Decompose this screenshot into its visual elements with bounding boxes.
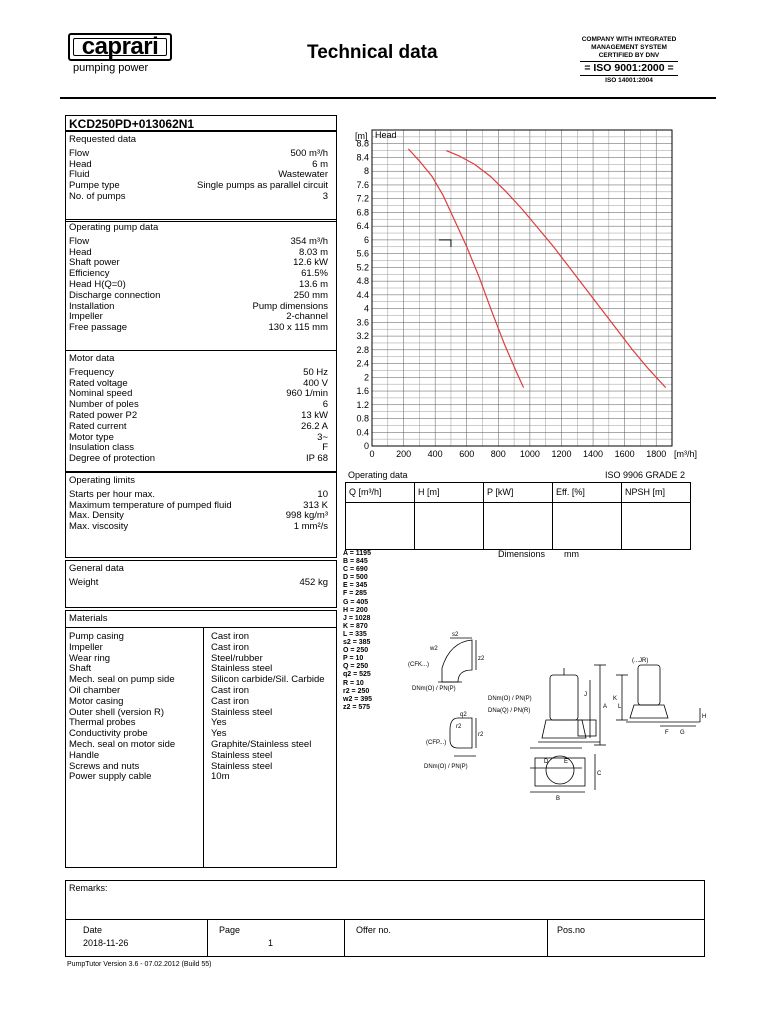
remarks-label: Remarks: <box>69 883 108 893</box>
dimension-value: L = 335 <box>343 630 367 638</box>
dimension-value: r2 = 250 <box>343 687 370 695</box>
row-label: Thermal probes <box>69 717 136 729</box>
operating-row <box>69 291 328 302</box>
y-tick-label: 0.4 <box>356 427 369 438</box>
row-value: 130 x 115 mm <box>268 322 328 334</box>
row-value: IP 68 <box>305 453 328 465</box>
table-header-cell: H [m] <box>415 483 484 549</box>
section-title: Materials <box>69 613 108 624</box>
row-label: Impeller <box>69 641 103 653</box>
y-tick-label: 2.8 <box>356 344 369 355</box>
operating-pump-data-section <box>65 219 337 351</box>
y-tick-label: 1.6 <box>356 386 369 397</box>
software-version: PumpTutor Version 3.6 - 07.02.2012 (Build 55) <box>67 961 212 968</box>
motor-row <box>69 422 328 433</box>
row-value: 250 mm <box>293 289 328 301</box>
x-tick-label: 400 <box>427 449 443 459</box>
brand-tagline: pumping power <box>73 62 149 74</box>
row-value: 13 kW <box>301 409 328 421</box>
dimension-values-list <box>343 550 372 712</box>
jr-label: (...JR) <box>632 658 649 664</box>
row-value: 61.5% <box>301 268 328 280</box>
materials-divider <box>203 628 204 867</box>
row-value: 2-channel <box>286 311 328 323</box>
requested-row <box>69 192 328 203</box>
dim-e: E <box>564 759 569 765</box>
row-value: F <box>322 442 328 454</box>
row-label: Impeller <box>69 311 103 323</box>
dimension-value: G = 405 <box>343 598 369 606</box>
cert-line-3: = ISO 9001:2000 = <box>584 62 674 74</box>
y-axis-label: [m] <box>355 131 368 141</box>
curve-2 <box>446 151 665 388</box>
row-label: Mech. seal on pump side <box>69 674 175 686</box>
row-label: Shaft power <box>69 257 120 269</box>
row-value: 10 <box>317 488 328 500</box>
dimension-value: w2 = 395 <box>343 695 372 703</box>
y-tick-label: 5.2 <box>356 262 369 273</box>
row-label: Discharge connection <box>69 289 161 301</box>
row-label: Head <box>69 246 92 258</box>
dimension-value: J = 1028 <box>343 614 371 622</box>
dimension-value: C = 690 <box>343 566 368 574</box>
x-tick-label: 1400 <box>583 449 604 459</box>
row-value: 998 kg/m³ <box>285 510 328 522</box>
row-label: Number of poles <box>69 399 139 411</box>
dimension-value: O = 250 <box>343 647 369 655</box>
limits-row <box>69 522 328 533</box>
dim-f: F <box>665 730 669 736</box>
row-value: Cast iron <box>211 631 250 642</box>
r2b-label: r2 <box>478 732 484 738</box>
row-value: 400 V <box>303 377 328 389</box>
dim-k: K <box>613 696 618 702</box>
x-tick-label: 1000 <box>519 449 540 459</box>
row-label: Handle <box>69 749 100 761</box>
y-tick-label: 0 <box>363 441 369 451</box>
x-axis-label: [m³/h] <box>674 449 698 459</box>
x-tick-label: 600 <box>459 449 475 459</box>
row-value: 8.03 m <box>298 246 328 258</box>
dimension-value: q2 = 525 <box>343 671 371 679</box>
row-value: 354 m³/h <box>290 235 328 247</box>
row-label: Degree of protection <box>69 453 156 465</box>
y-tick-label: 5.6 <box>356 248 369 259</box>
row-label: Efficiency <box>69 268 110 280</box>
row-label: Outer shell (version R) <box>69 706 165 718</box>
dn-label-2: DNm(O) / PN(P) <box>424 764 468 770</box>
general-row <box>69 578 328 589</box>
y-tick-label: 7.6 <box>356 179 369 190</box>
row-label: Rated current <box>69 420 127 432</box>
materials-row <box>69 654 333 665</box>
brand-logo <box>68 33 172 61</box>
row-label: Free passage <box>69 322 128 334</box>
dimension-value: z2 = 575 <box>343 703 371 711</box>
row-value: Stainless steel <box>211 749 273 761</box>
row-value: 3~ <box>317 431 328 443</box>
curve-1 <box>408 149 523 388</box>
dimension-value: s2 = 385 <box>343 639 371 647</box>
row-value: 960 1/min <box>286 388 328 400</box>
pos-label: Pos.no <box>557 925 586 935</box>
q2-label: q2 <box>460 712 467 718</box>
pump-volute <box>542 720 586 738</box>
certification-badge <box>574 36 684 85</box>
row-value: Cast iron <box>211 641 250 653</box>
y-tick-label: 0.8 <box>356 413 369 424</box>
cert-line-1: COMPANY WITH INTEGRATED <box>581 36 677 43</box>
page-label: Page <box>219 925 241 935</box>
row-label: Wear ring <box>69 652 111 664</box>
table-header-cell: Eff. [%] <box>553 483 622 549</box>
row-value: Stainless steel <box>211 663 273 675</box>
row-label: Maximum temperature of pumped fluid <box>69 499 232 511</box>
cfp-elbow <box>450 718 472 748</box>
row-label: No. of pumps <box>69 190 126 202</box>
x-tick-label: 1600 <box>614 449 635 459</box>
x-tick-label: 800 <box>490 449 506 459</box>
row-label: Max. Density <box>69 510 124 522</box>
motor-data-section <box>65 350 337 472</box>
row-label: Flow <box>69 235 90 247</box>
right-pump-body <box>638 665 660 705</box>
row-label: Pumpe type <box>69 180 120 192</box>
operating-limits-section <box>65 472 337 558</box>
row-value: Graphite/Stainless steel <box>211 738 312 750</box>
row-label: Insulation class <box>69 442 134 454</box>
row-value: 12.6 kW <box>293 257 328 269</box>
row-value: 13.6 m <box>298 278 328 290</box>
requested-row <box>69 149 328 160</box>
dimension-value: K = 870 <box>343 622 368 630</box>
w2-label: w2 <box>430 646 438 652</box>
row-label: Pump casing <box>69 631 124 642</box>
page-title: Technical data <box>307 42 438 63</box>
dn-label-1: DNm(O) / PN(P) <box>412 686 456 692</box>
row-label: Max. viscosity <box>69 521 129 533</box>
y-tick-label: 8.4 <box>356 152 369 163</box>
materials-row <box>69 740 333 751</box>
row-label: Mech. seal on motor side <box>69 738 176 750</box>
row-label: Conductivity probe <box>69 728 148 740</box>
row-label: Motor type <box>69 431 114 443</box>
y-tick-label: 3.2 <box>356 331 369 342</box>
row-value: Cast iron <box>211 684 250 696</box>
x-tick-label: 0 <box>369 449 375 459</box>
row-value: 313 K <box>303 499 328 511</box>
row-value: Stainless steel <box>211 706 273 718</box>
dimension-value: E = 345 <box>343 582 368 590</box>
row-value: 6 <box>322 399 328 411</box>
row-label: Shaft <box>69 663 92 675</box>
cfp-label: (CFP...) <box>426 740 447 746</box>
motor-row <box>69 454 328 465</box>
s2-label: s2 <box>452 632 459 638</box>
y-tick-label: 3.6 <box>356 317 369 328</box>
dim-a: A <box>603 704 608 710</box>
operating-data-title: Operating data <box>348 470 408 480</box>
r2-label: r2 <box>456 724 462 730</box>
operating-data-table <box>345 482 691 550</box>
row-value: Yes <box>211 728 227 740</box>
dimensions-unit: mm <box>564 549 579 559</box>
materials-row <box>69 643 333 654</box>
dim-l: L <box>618 704 622 710</box>
table-header-cell: NPSH [m] <box>625 487 666 497</box>
page-value: 1 <box>268 938 274 948</box>
row-value: Steel/rubber <box>211 652 263 664</box>
dim-h: H <box>702 714 707 720</box>
row-value: 3 <box>322 190 328 202</box>
materials-row <box>69 632 333 643</box>
footer-box <box>65 880 705 957</box>
y-tick-label: 2 <box>363 372 369 383</box>
operating-row <box>69 237 328 248</box>
y-tick-label: 1.2 <box>356 399 369 410</box>
limits-row <box>69 490 328 501</box>
row-label: Starts per hour max. <box>69 488 156 500</box>
row-value: Pump dimensions <box>252 300 328 312</box>
section-title: Operating limits <box>69 475 135 486</box>
row-value: Stainless steel <box>211 760 273 772</box>
row-value: Silicon carbide/Sil. Carbide <box>211 674 325 686</box>
row-label: Head H(Q=0) <box>69 278 126 290</box>
row-value: 26.2 A <box>301 420 328 432</box>
operating-row <box>69 323 328 334</box>
duty-point-marker <box>439 240 451 247</box>
dim-g: G <box>680 730 685 736</box>
row-value: 10m <box>211 771 230 783</box>
row-label: Frequency <box>69 366 114 378</box>
materials-title-box <box>65 610 337 628</box>
row-label: Motor casing <box>69 695 124 707</box>
section-title: Requested data <box>69 134 137 145</box>
product-code-box <box>65 115 337 131</box>
dim-b: B <box>556 796 561 802</box>
head-chart <box>338 126 708 466</box>
pump-plan-view <box>546 756 574 784</box>
row-label: Rated voltage <box>69 377 128 389</box>
row-label: Weight <box>69 576 99 588</box>
y-tick-label: 7.2 <box>356 193 369 204</box>
row-label: Rated power P2 <box>69 409 138 421</box>
row-label: Head <box>69 158 92 170</box>
dim-d: D <box>544 759 549 765</box>
row-value: 500 m³/h <box>290 147 328 159</box>
dimension-value: B = 845 <box>343 558 368 566</box>
brand-logo-text: caprari <box>73 38 167 56</box>
header-rule <box>60 97 716 99</box>
y-tick-label: 4.8 <box>356 276 369 287</box>
cert-line-2: MANAGEMENT SYSTEM CERTIFIED BY DNV <box>591 44 667 59</box>
x-tick-label: 200 <box>396 449 412 459</box>
materials-section <box>65 627 337 868</box>
dimension-value: A = 1195 <box>343 550 371 557</box>
dimension-value: F = 285 <box>343 590 367 598</box>
cert-line-4: ISO 14001:2004 <box>605 77 653 84</box>
cfk-elbow <box>442 640 472 682</box>
row-label: Fluid <box>69 169 90 181</box>
dim-j: J <box>584 692 587 698</box>
x-tick-label: 1800 <box>646 449 667 459</box>
section-title: General data <box>69 563 124 574</box>
y-tick-label: 6.4 <box>356 221 369 232</box>
dimension-value: P = 10 <box>343 655 364 663</box>
row-value: Wastewater <box>278 169 328 181</box>
dimensions-title: Dimensions <box>498 549 546 559</box>
y-tick-label: 6 <box>363 234 369 245</box>
dimension-value: H = 200 <box>343 606 368 614</box>
y-tick-label: 8 <box>363 166 369 177</box>
dimension-value: Q = 250 <box>343 663 369 671</box>
y-tick-label: 8.8 <box>356 138 369 149</box>
row-value: 1 mm²/s <box>293 521 328 533</box>
pump-motor-body <box>550 675 578 720</box>
pump-dimension-drawing <box>400 620 710 810</box>
materials-row <box>69 751 333 762</box>
offer-label: Offer no. <box>356 925 391 935</box>
row-label: Installation <box>69 300 115 312</box>
row-label: Flow <box>69 147 90 159</box>
dimension-value: R = 10 <box>343 679 364 687</box>
dn-label-3: DNm(O) / PN(P) <box>488 696 532 702</box>
table-header-cell: Q [m³/h] <box>346 483 415 549</box>
row-value: Single pumps as parallel circuit <box>197 180 328 192</box>
row-label: Nominal speed <box>69 388 133 400</box>
row-value: 452 kg <box>299 576 328 588</box>
materials-row <box>69 697 333 708</box>
dn-label-4: DNa(Q) / PN(R) <box>488 708 531 714</box>
row-value: 6 m <box>312 158 328 170</box>
date-value: 2018-11-26 <box>83 938 129 948</box>
table-header-cell: P [kW] <box>484 483 553 549</box>
iso-grade: ISO 9906 GRADE 2 <box>605 470 686 480</box>
general-data-section <box>65 560 337 608</box>
y-tick-label: 4.4 <box>356 289 369 300</box>
row-value: Yes <box>211 717 227 729</box>
product-code: KCD250PD+013062N1 <box>69 117 195 131</box>
dimension-value: D = 500 <box>343 574 368 582</box>
y-tick-label: 6.8 <box>356 207 369 218</box>
row-label: Oil chamber <box>69 684 121 696</box>
date-label: Date <box>83 925 103 935</box>
row-label: Screws and nuts <box>69 760 140 772</box>
motor-row <box>69 368 328 379</box>
row-label: Power supply cable <box>69 771 152 783</box>
section-title: Motor data <box>69 353 115 364</box>
x-tick-label: 1200 <box>551 449 572 459</box>
dim-c: C <box>597 771 602 777</box>
requested-data-section <box>65 131 337 222</box>
row-value: Cast iron <box>211 695 250 707</box>
section-title: Operating pump data <box>69 222 159 233</box>
chart-title: Head <box>375 130 397 140</box>
z2-label: z2 <box>478 656 485 662</box>
materials-row <box>69 772 333 783</box>
y-tick-label: 4 <box>363 303 369 314</box>
cfk-label: (CFK...) <box>408 662 429 668</box>
row-value: 50 Hz <box>303 366 328 378</box>
y-tick-label: 2.4 <box>356 358 369 369</box>
